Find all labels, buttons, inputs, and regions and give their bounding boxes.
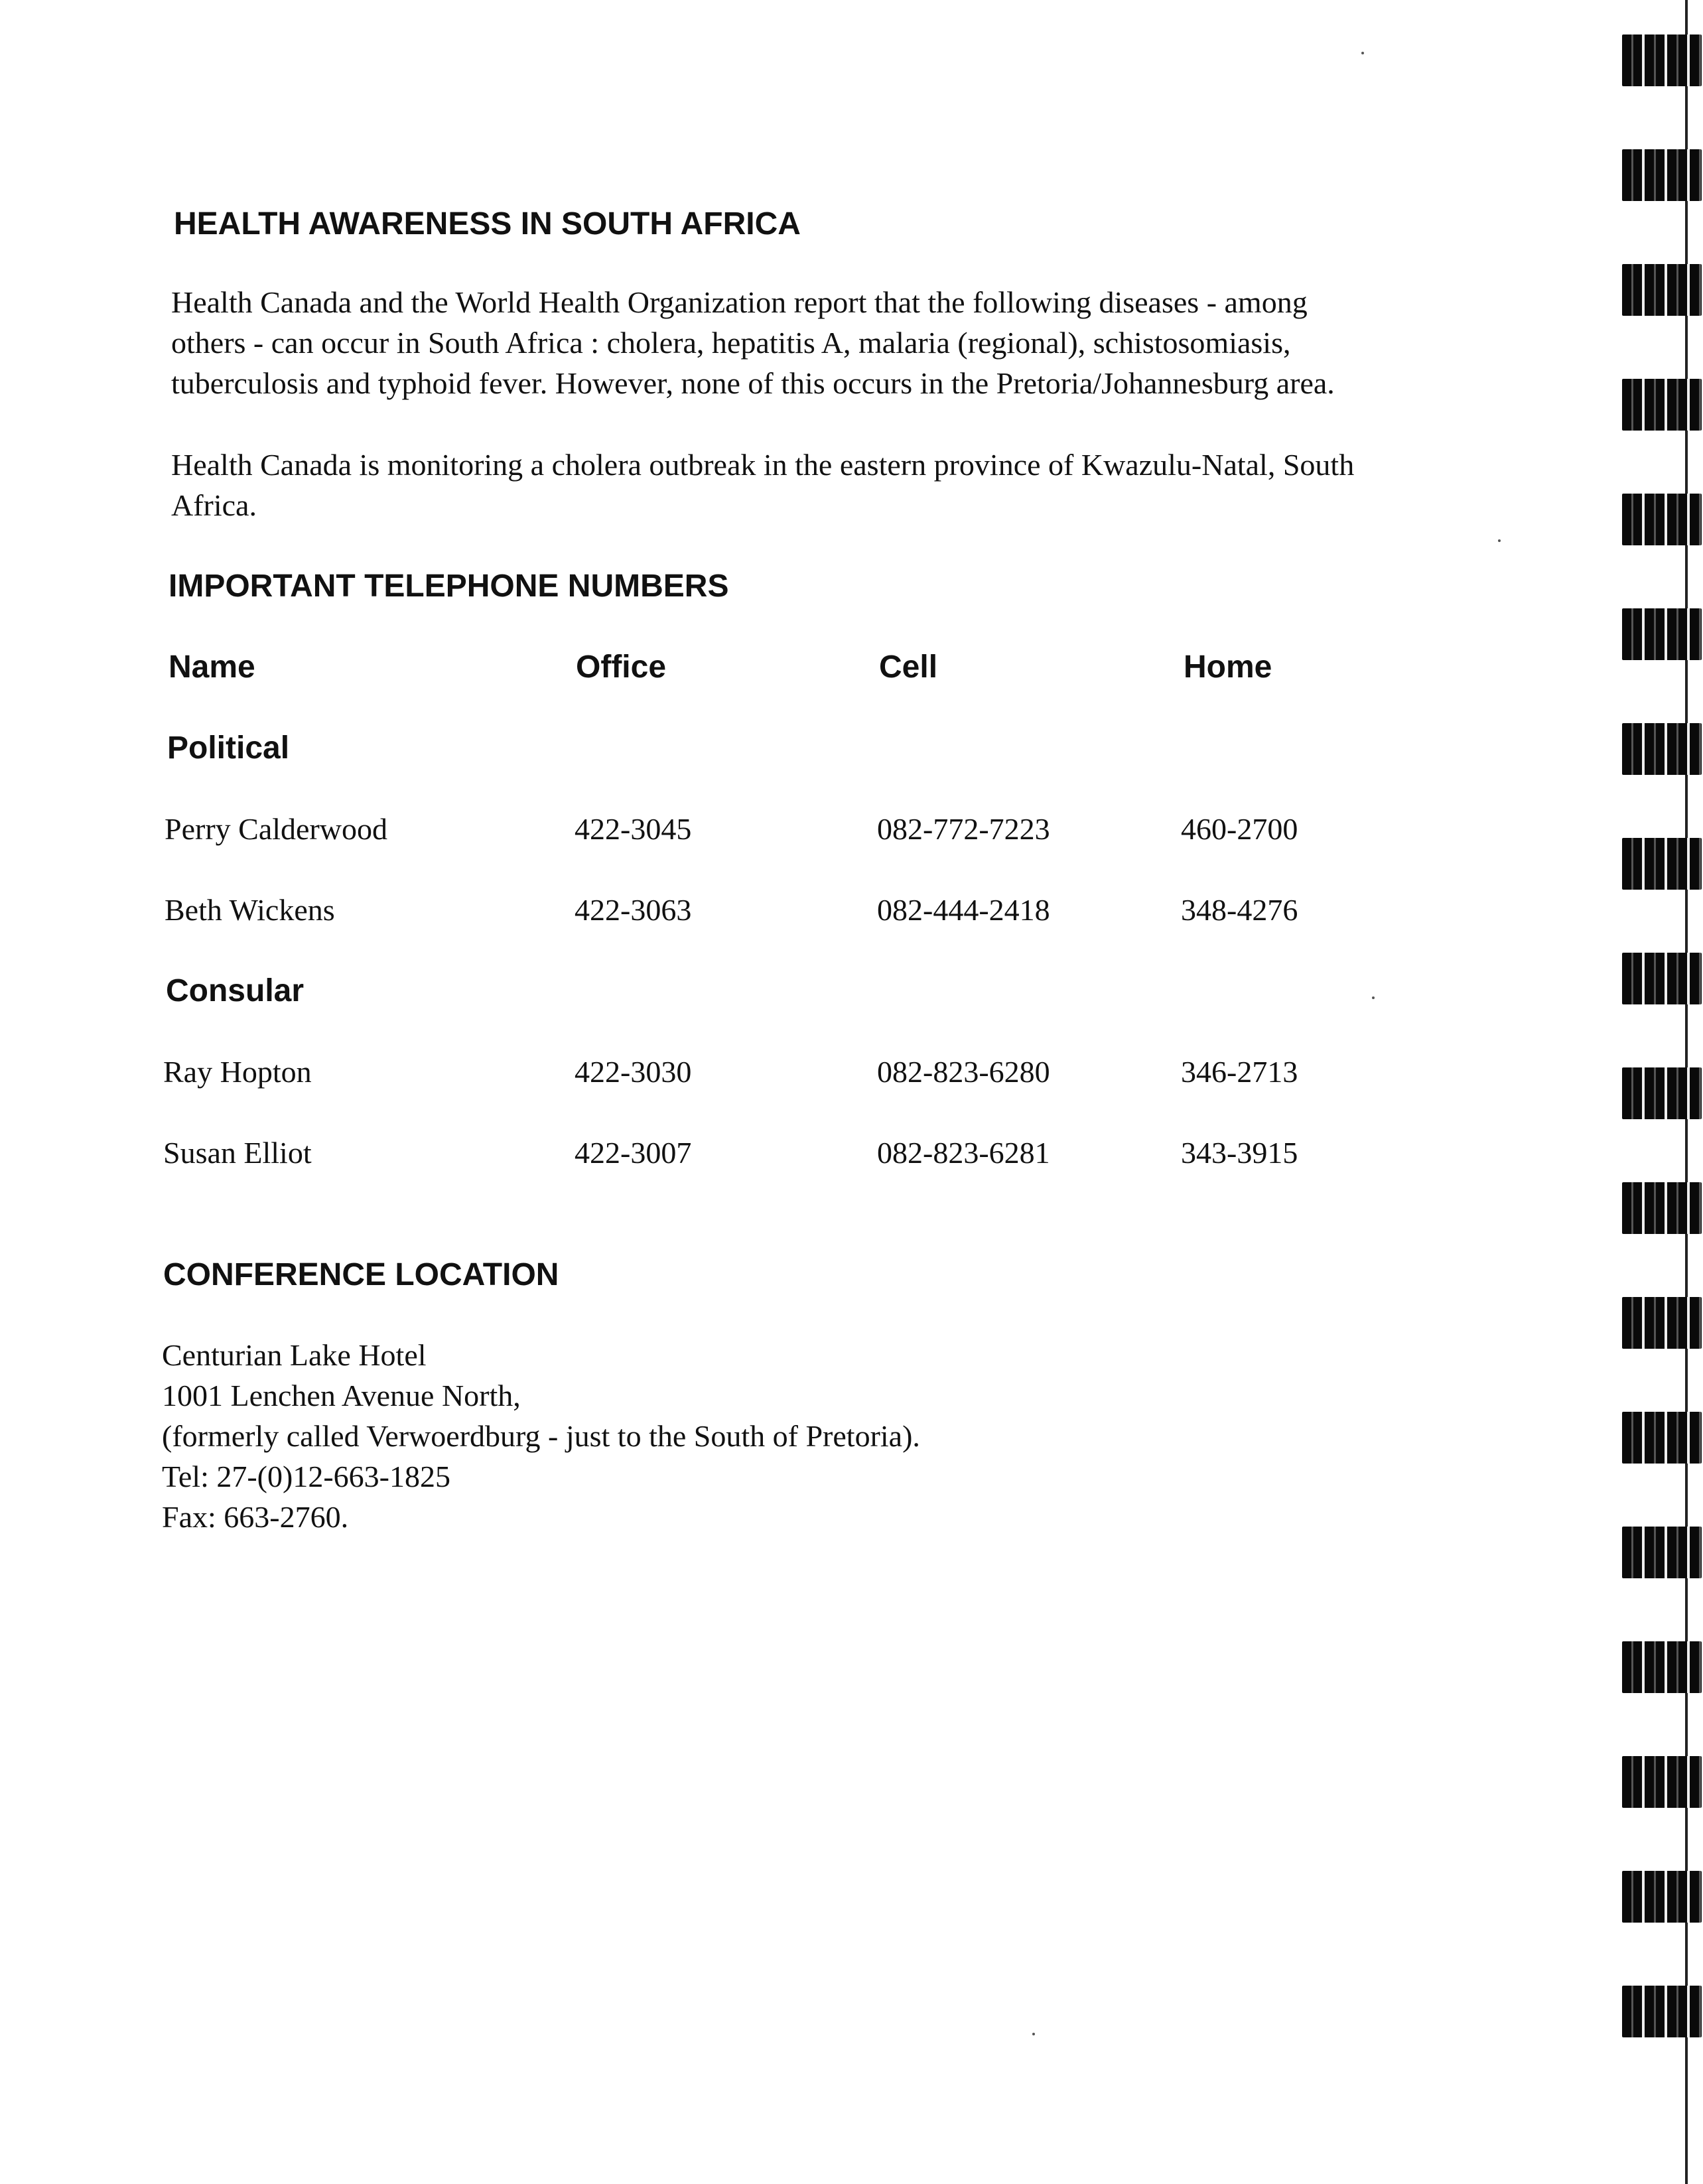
binding-ring xyxy=(1622,1641,1702,1693)
office-number: 422-3007 xyxy=(575,1136,692,1170)
binding-ring xyxy=(1622,494,1702,545)
binding-ring xyxy=(1622,1871,1702,1923)
cell-number: 082-772-7223 xyxy=(877,812,1050,846)
binding-ring xyxy=(1622,149,1702,201)
office-number: 422-3030 xyxy=(575,1055,692,1089)
paragraph-line: Africa. xyxy=(171,488,257,522)
address-line: Centurian Lake Hotel xyxy=(162,1338,427,1372)
column-header-name: Name xyxy=(169,649,255,685)
cell-number: 082-444-2418 xyxy=(877,893,1050,927)
office-number: 422-3063 xyxy=(575,893,692,927)
home-number: 460-2700 xyxy=(1181,812,1298,846)
binding-ring xyxy=(1622,264,1702,316)
conference-address xyxy=(162,1335,920,1537)
column-header-home: Home xyxy=(1184,649,1272,685)
paragraph-line: Health Canada and the World Health Organization report that the following diseases - among xyxy=(171,285,1308,319)
binding-ring xyxy=(1622,1067,1702,1119)
address-line: (formerly called Verwoerdburg - just to the South of Pretoria). xyxy=(162,1419,920,1453)
home-number: 343-3915 xyxy=(1181,1136,1298,1170)
binding-ring xyxy=(1622,1412,1702,1464)
binding-ring xyxy=(1622,838,1702,890)
address-line: Tel: 27-(0)12-663-1825 xyxy=(162,1460,450,1493)
conference-heading: CONFERENCE LOCATION xyxy=(163,1257,559,1292)
contact-name: Perry Calderwood xyxy=(165,812,387,846)
contact-name: Susan Elliot xyxy=(163,1136,312,1170)
binding-ring xyxy=(1622,1756,1702,1808)
health-paragraph-1 xyxy=(171,282,1498,403)
binding-ring xyxy=(1622,1986,1702,2037)
cell-number: 082-823-6281 xyxy=(877,1136,1050,1170)
paragraph-line: tuberculosis and typhoid fever. However, none of this occurs in the Pretoria/Johannesburg area. xyxy=(171,366,1335,400)
scan-speck xyxy=(1361,52,1364,54)
binding-ring xyxy=(1622,953,1702,1004)
scan-speck xyxy=(1032,2033,1035,2035)
address-line: Fax: 663-2760. xyxy=(162,1500,349,1534)
cell-number: 082-823-6280 xyxy=(877,1055,1050,1089)
binding-ring xyxy=(1622,1182,1702,1234)
contact-name: Ray Hopton xyxy=(163,1055,312,1089)
column-header-office: Office xyxy=(576,649,667,685)
scan-speck xyxy=(1498,539,1501,542)
scan-speck xyxy=(1372,996,1375,999)
binding-ring xyxy=(1622,1297,1702,1349)
binding-ring xyxy=(1622,379,1702,431)
binding-ring xyxy=(1622,34,1702,86)
address-line: 1001 Lenchen Avenue North, xyxy=(162,1379,521,1412)
binding-ring xyxy=(1622,723,1702,775)
paragraph-line: others - can occur in South Africa : cholera, hepatitis A, malaria (regional), schistosomiasis, xyxy=(171,326,1291,360)
phones-heading: IMPORTANT TELEPHONE NUMBERS xyxy=(169,569,729,604)
home-number: 348-4276 xyxy=(1181,893,1298,927)
paragraph-line: Health Canada is monitoring a cholera outbreak in the eastern province of Kwazulu-Natal, South xyxy=(171,448,1355,482)
health-heading: HEALTH AWARENESS IN SOUTH AFRICA xyxy=(174,206,801,241)
binding-ring xyxy=(1622,1527,1702,1578)
office-number: 422-3045 xyxy=(575,812,692,846)
group-label-political: Political xyxy=(167,730,290,766)
column-header-cell: Cell xyxy=(879,649,938,685)
group-label-consular: Consular xyxy=(166,973,305,1008)
home-number: 346-2713 xyxy=(1181,1055,1298,1089)
contact-name: Beth Wickens xyxy=(165,893,335,927)
health-paragraph-2 xyxy=(171,444,1498,525)
binding-ring xyxy=(1622,608,1702,660)
